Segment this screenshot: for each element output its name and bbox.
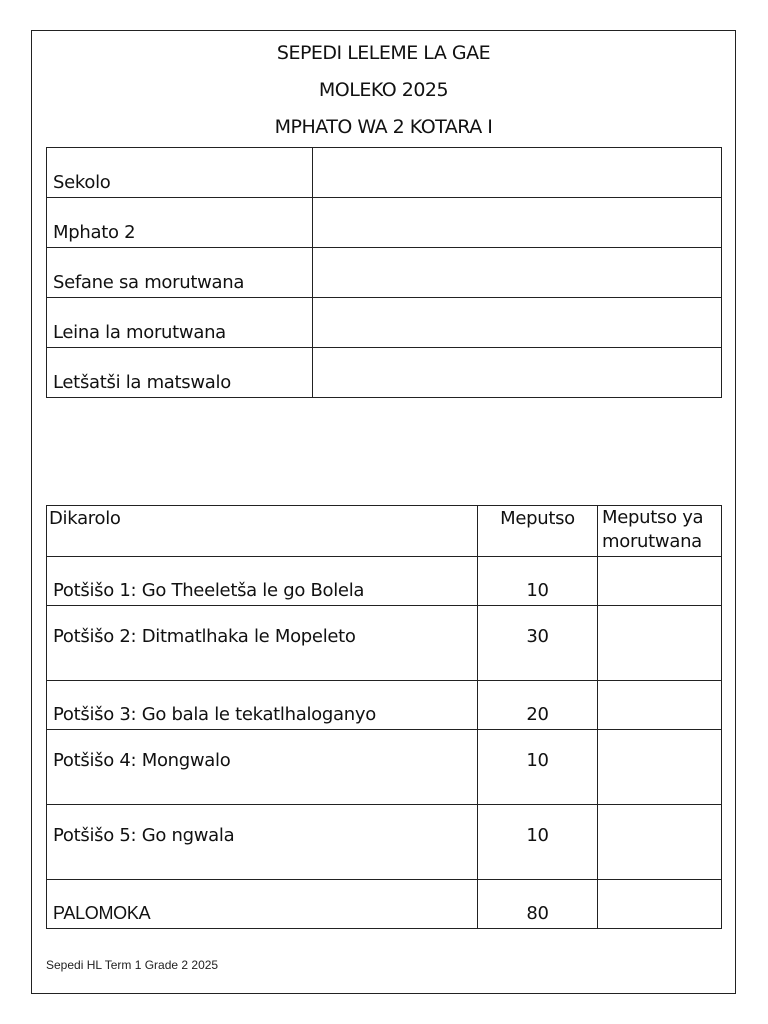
table-row [47,730,722,805]
info-label: Sekolo [47,148,313,198]
info-label: Mphato 2 [47,198,313,248]
section-marks: 10 [478,730,598,805]
learner-marks-field[interactable] [598,681,722,730]
learner-info-table [46,147,722,398]
section-name: Potšišo 3: Go bala le tekatlhaloganyo [47,681,478,730]
footer-text: Sepedi HL Term 1 Grade 2 2025 [46,958,219,972]
learner-marks-field[interactable] [598,805,722,880]
table-row [47,606,722,681]
header-marks: Meputso [478,506,598,557]
header-learner-marks: Meputso ya morutwana [598,506,722,557]
section-marks: 10 [478,805,598,880]
section-name: Potšišo 5: Go ngwala [47,805,478,880]
marks-table [46,505,722,929]
table-row [47,805,722,880]
info-row-surname [47,248,722,298]
total-row [47,880,722,929]
header-title: SEPEDI LELEME LA GAE [276,42,491,64]
section-marks: 10 [478,557,598,606]
header-section: Dikarolo [47,506,478,557]
info-value-field[interactable] [313,298,722,348]
info-row-school [47,148,722,198]
table-row [47,681,722,730]
info-row-grade [47,198,722,248]
section-name: Potšišo 2: Ditmatlhaka le Mopeleto [47,606,478,681]
info-value-field[interactable] [313,198,722,248]
section-marks: 20 [478,681,598,730]
info-label: Leina la morutwana [47,298,313,348]
learner-marks-field[interactable] [598,730,722,805]
table-row [47,557,722,606]
document-header [31,38,736,149]
learner-marks-field[interactable] [598,557,722,606]
info-label: Sefane sa morutwana [47,248,313,298]
info-row-name [47,298,722,348]
info-value-field[interactable] [313,148,722,198]
info-value-field[interactable] [313,348,722,398]
section-marks: 30 [478,606,598,681]
header-grade-term: MPHATO WA 2 KOTARA I [274,116,493,138]
section-name: Potšišo 4: Mongwalo [47,730,478,805]
info-row-birthdate [47,348,722,398]
info-label: Letšatši la matswalo [47,348,313,398]
header-assessment: MOLEKO 2025 [318,79,449,101]
total-marks: 80 [478,880,598,929]
learner-marks-field[interactable] [598,606,722,681]
section-name: Potšišo 1: Go Theeletša le go Bolela [47,557,478,606]
info-value-field[interactable] [313,248,722,298]
total-learner-marks-field[interactable] [598,880,722,929]
marks-header-row [47,506,722,557]
total-label: PALOMOKA [47,880,478,929]
